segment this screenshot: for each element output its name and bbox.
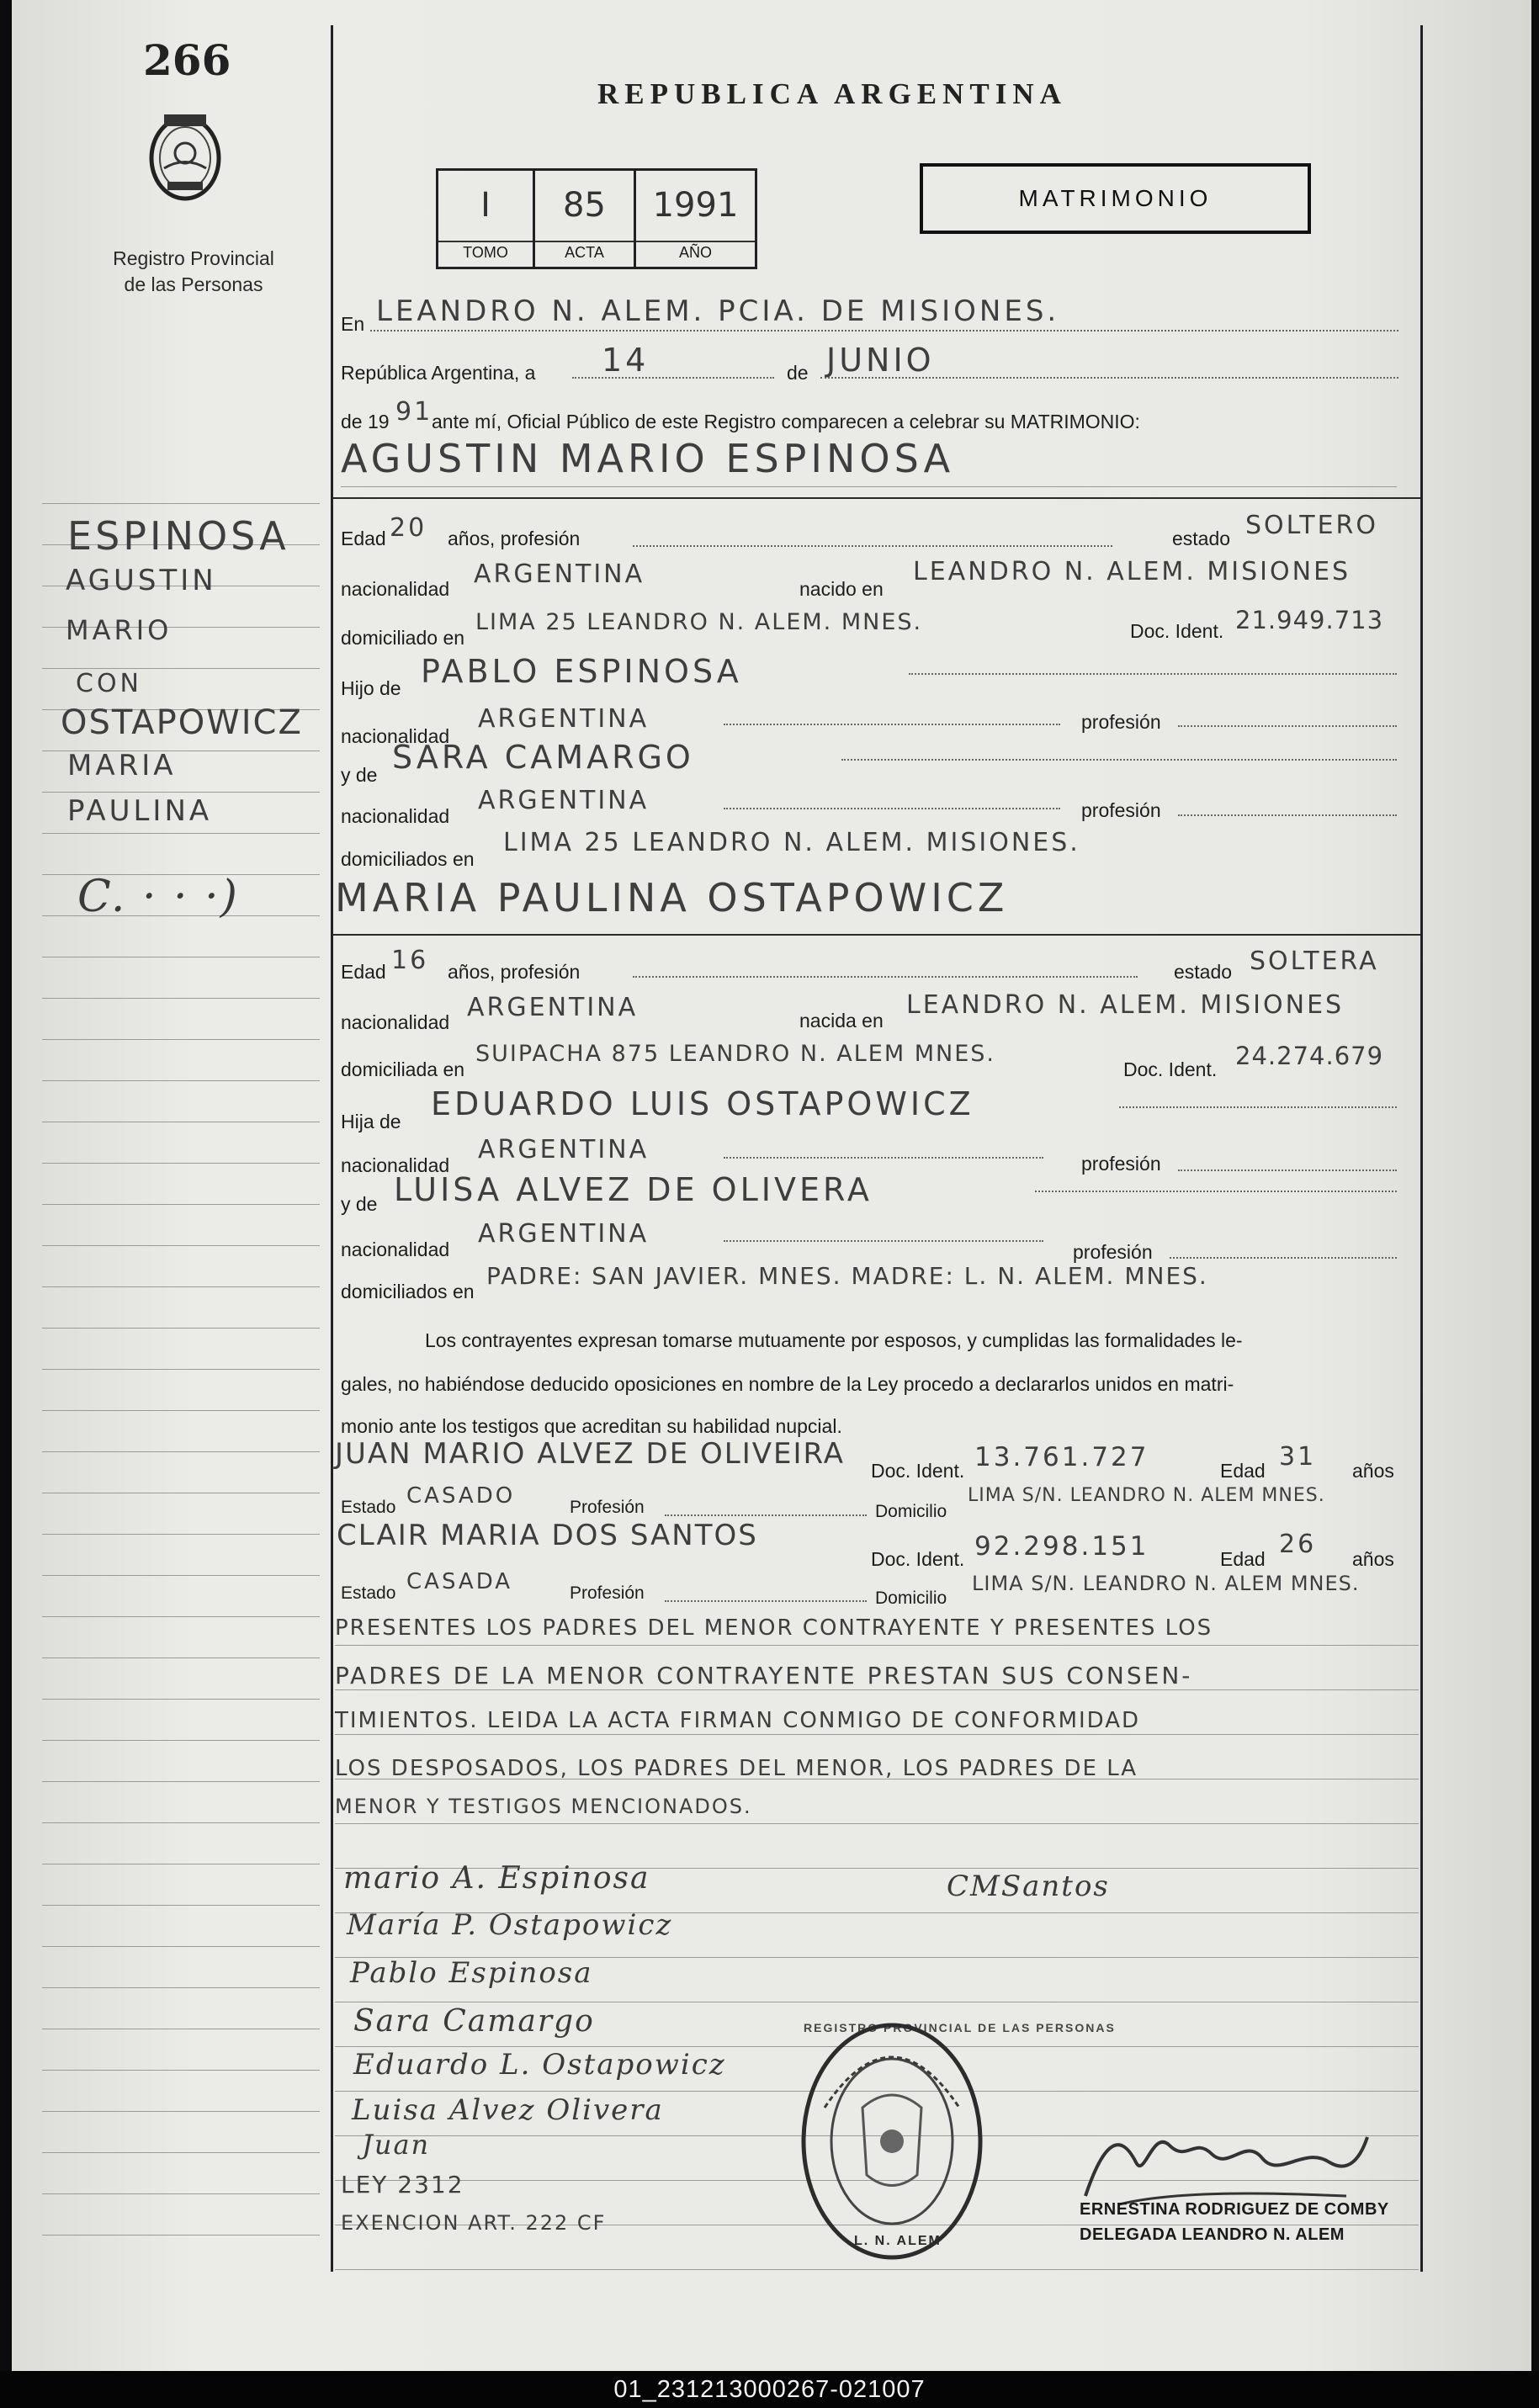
bride-madre: LUISA ALVEZ DE OLIVERA <box>394 1171 873 1208</box>
bride-nacida: LEANDRO N. ALEM. MISIONES <box>906 990 1345 1020</box>
witness1-domicilio: LIMA S/N. LEANDRO N. ALEM MNES. <box>968 1485 1325 1506</box>
groom-profesion-label2: profesión <box>1081 799 1161 821</box>
margin-ruled-line <box>42 1822 320 1823</box>
witness1-edad-label: Edad <box>1220 1460 1266 1482</box>
statement-line1: Los contrayentes expresan tomarse mutuamente por esposos, y cumplidas las formalidades le- <box>425 1329 1243 1351</box>
witness1-estado-label: Estado <box>341 1498 396 1517</box>
margin-ruled-line <box>42 1740 320 1741</box>
witness1-age: 31 <box>1279 1442 1317 1472</box>
margin-ruled-line <box>42 1987 320 1988</box>
statement-line2: gales, no habiéndose deducido oposiciones en nombre de la Ley procedo a declararlos unidos en matri- <box>341 1373 1234 1395</box>
note-line-2: PADRES DE LA MENOR CONTRAYENTE PRESTAN SUS CONSEN- <box>335 1662 1193 1689</box>
anio-label: AÑO <box>636 241 755 262</box>
bride-anos-profesion: años, profesión <box>448 961 581 983</box>
margin-ruled-line <box>42 2152 320 2153</box>
witness2-name: CLAIR MARIA DOS SANTOS <box>337 1519 758 1552</box>
signature-bride-mother: Luisa Alvez Olivera <box>352 2093 664 2127</box>
left-margin-line <box>331 25 333 2272</box>
registry-name <box>76 246 311 298</box>
registry-name-line2: de las Personas <box>124 273 263 295</box>
stamp-text: REGISTRO PROVINCIAL DE LAS PERSONAS <box>804 2021 1116 2034</box>
groom-madre-prof-line <box>1178 814 1397 816</box>
bride-madre-nac-line <box>724 1240 1043 1242</box>
groom-padre-nac-label: nacionalidad <box>341 725 450 747</box>
groom-padre-nac: ARGENTINA <box>478 704 650 734</box>
bride-madre-line <box>1035 1191 1397 1192</box>
official-title: DELEGADA LEANDRO N. ALEM <box>1080 2225 1345 2244</box>
groom-age: 20 <box>390 513 427 543</box>
bride-domicilio-label: domiciliada en <box>341 1058 465 1080</box>
groom-madre-label: y de <box>341 764 378 786</box>
groom-padre: PABLO ESPINOSA <box>421 653 742 690</box>
bride-doc: 24.274.679 <box>1235 1042 1384 1070</box>
groom-padre-prof-line <box>1178 725 1397 727</box>
tomo-cell <box>438 171 535 267</box>
day-value: 14 <box>602 342 650 379</box>
margin-ruled-line <box>42 1369 320 1370</box>
groom-profesion-line <box>633 545 1112 547</box>
bride-domicilio: SUIPACHA 875 LEANDRO N. ALEM MNES. <box>475 1041 995 1067</box>
bride-padre-nac-line <box>724 1157 1043 1159</box>
provincial-seal-icon <box>139 109 231 202</box>
signature-bride-father: Eduardo L. Ostapowicz <box>353 2048 726 2082</box>
groom-profesion-label: profesión <box>1081 711 1161 733</box>
bride-profesion-line <box>633 976 1138 978</box>
margin-ruled-line <box>42 1699 320 1700</box>
margin-ruled-line <box>42 1410 320 1411</box>
bride-padre-nac-label: nacionalidad <box>341 1154 450 1176</box>
signature-bride: María P. Ostapowicz <box>347 1908 673 1942</box>
groom-madre: SARA CAMARGO <box>392 739 694 776</box>
bride-padre-label: Hija de <box>341 1111 401 1132</box>
margin-ruled-line <box>42 792 320 793</box>
margin-ruled-line <box>42 1575 320 1576</box>
groom-edad-label: Edad <box>341 528 386 549</box>
witness2-estado-label: Estado <box>341 1583 396 1603</box>
republica-label: República Argentina, a <box>341 362 536 384</box>
acta-value: 85 <box>563 186 606 225</box>
margin-groom-name2: MARIO <box>66 614 172 646</box>
body-ruled-line <box>335 2269 1419 2270</box>
compare-text: ante mí, Oficial Público de este Registro comparecen a celebrar su MATRIMONIO: <box>432 411 1140 432</box>
witness1-doc-label: Doc. Ident. <box>871 1460 965 1482</box>
official-signature-icon <box>1069 2112 1372 2213</box>
acta-label: ACTA <box>535 241 634 262</box>
en-label: En <box>341 313 365 335</box>
month-underline <box>820 377 1398 379</box>
bride-profesion-label2: profesión <box>1073 1241 1153 1263</box>
record-type-box: MATRIMONIO <box>920 163 1311 234</box>
margin-flourish: C. · · ·) <box>77 872 239 922</box>
book-number: 266 <box>143 35 231 85</box>
place-underline <box>370 330 1398 331</box>
de19-label: de 19 <box>341 411 390 432</box>
groom-nacionalidad: ARGENTINA <box>474 560 645 589</box>
margin-con: CON <box>76 669 143 698</box>
footer-label: 01_231213000267-021007 <box>613 2376 926 2403</box>
witness2-estado: CASADA <box>406 1569 513 1594</box>
witness2-edad-label: Edad <box>1220 1548 1266 1570</box>
acta-cell <box>535 171 636 267</box>
margin-ruled-line <box>42 1245 320 1246</box>
body-ruled-line <box>335 1823 1419 1824</box>
groom-madre-line <box>841 759 1397 761</box>
witness1-doc: 13.761.727 <box>974 1442 1149 1472</box>
bride-edad-label: Edad <box>341 961 386 983</box>
bride-madre-label: y de <box>341 1193 378 1215</box>
bride-profesion-label: profesión <box>1081 1153 1161 1175</box>
witness2-domicilio: LIMA S/N. LEANDRO N. ALEM MNES. <box>972 1572 1360 1595</box>
witness2-doc: 92.298.151 <box>974 1531 1149 1562</box>
bride-madre-prof-line <box>1170 1257 1397 1259</box>
bride-full-name: MARIA PAULINA OSTAPOWICZ <box>335 875 1009 920</box>
witness1-domicilio-label: Domicilio <box>875 1502 947 1521</box>
groom-full-name: AGUSTIN MARIO ESPINOSA <box>341 436 955 481</box>
exencion-note: EXENCION ART. 222 CF <box>341 2211 607 2235</box>
groom-doc: 21.949.713 <box>1235 606 1384 634</box>
margin-ruled-line <box>42 1039 320 1040</box>
margin-groom-name1: AGUSTIN <box>66 564 217 597</box>
witness2-anos: años <box>1352 1548 1394 1570</box>
groom-nacido: LEANDRO N. ALEM. MISIONES <box>913 557 1351 586</box>
margin-ruled-line <box>42 998 320 999</box>
groom-padre-label: Hijo de <box>341 677 401 699</box>
witness2-age: 26 <box>1279 1530 1317 1559</box>
margin-ruled-line <box>42 1286 320 1287</box>
margin-ruled-line <box>42 833 320 834</box>
tomo-label: TOMO <box>438 241 533 262</box>
de-label: de <box>787 362 809 384</box>
anio-value: 1991 <box>652 186 739 225</box>
bride-nacionalidad-label: nacionalidad <box>341 1011 450 1033</box>
groom-nacido-label: nacido en <box>799 578 884 600</box>
day-underline <box>572 377 774 379</box>
statement-line3: monio ante los testigos que acreditan su habilidad nupcial. <box>341 1415 842 1437</box>
signature-groom-father: Pablo Espinosa <box>350 1956 593 1990</box>
ley-note: LEY 2312 <box>341 2171 464 2198</box>
bride-age: 16 <box>391 946 429 975</box>
bride-nacida-label: nacida en <box>799 1010 884 1032</box>
groom-padres-dom-label: domiciliados en <box>341 848 475 870</box>
margin-ruled-line <box>42 1080 320 1081</box>
signature-groom-mother: Sara Camargo <box>353 2004 595 2039</box>
margin-ruled-line <box>42 1616 320 1617</box>
body-ruled-line <box>335 1689 1419 1690</box>
margin-ruled-line <box>42 2111 320 2112</box>
tomo-acta-box <box>436 168 757 269</box>
bride-padre-line <box>1119 1106 1397 1108</box>
margin-groom-surname: ESPINOSA <box>67 513 289 559</box>
margin-bride-surname: OSTAPOWICZ <box>61 703 303 742</box>
body-ruled-line <box>335 1645 1419 1646</box>
note-line-3: TIMIENTOS. LEIDA LA ACTA FIRMAN CONMIGO DE CONFORMIDAD <box>335 1708 1141 1733</box>
witness1-profesion-line <box>665 1514 867 1516</box>
margin-ruled-line <box>42 1451 320 1452</box>
bride-nacionalidad: ARGENTINA <box>467 993 639 1022</box>
bride-estado-label: estado <box>1174 961 1233 983</box>
witness2-profesion-label: Profesión <box>570 1583 645 1603</box>
groom-estado-label: estado <box>1172 528 1231 549</box>
margin-ruled-line <box>42 1905 320 1906</box>
bride-padre-nac: ARGENTINA <box>478 1135 650 1164</box>
bride-madre-nac: ARGENTINA <box>478 1219 650 1249</box>
registry-name-line1: Registro Provincial <box>113 247 274 269</box>
margin-ruled-line <box>42 1657 320 1658</box>
margin-ruled-line <box>42 1781 320 1782</box>
anio-cell <box>636 171 755 267</box>
stamp-bottom-text: L. N. ALEM <box>854 2234 942 2248</box>
witness1-estado: CASADO <box>406 1483 516 1509</box>
groom-section-rule <box>332 497 1420 499</box>
margin-ruled-line <box>42 1946 320 1947</box>
registry-stamp-icon <box>791 2015 993 2267</box>
document-title: REPUBLICA ARGENTINA <box>597 77 1067 110</box>
note-line-1: PRESENTES LOS PADRES DEL MENOR CONTRAYENTE Y PRESENTES LOS <box>335 1615 1213 1641</box>
witness1-name: JUAN MARIO ALVEZ DE OLIVEIRA <box>335 1437 846 1471</box>
bride-estado: SOLTERA <box>1250 947 1379 976</box>
witness1-anos: años <box>1352 1460 1394 1482</box>
right-margin-line <box>1420 25 1423 2272</box>
bride-padre: EDUARDO LUIS OSTAPOWICZ <box>431 1085 974 1122</box>
margin-ruled-line <box>42 1163 320 1164</box>
bride-madre-nac-label: nacionalidad <box>341 1238 450 1260</box>
signature-witness2: CMSantos <box>947 1870 1110 1903</box>
groom-madre-nac-label: nacionalidad <box>341 805 450 827</box>
signature-witness1: Juan <box>362 2129 431 2161</box>
body-ruled-line <box>335 1734 1419 1735</box>
groom-estado: SOLTERO <box>1245 511 1378 540</box>
groom-anos-profesion: años, profesión <box>448 528 581 549</box>
signature-groom: mario A. Espinosa <box>343 1861 650 1896</box>
witness2-domicilio-label: Domicilio <box>875 1589 947 1608</box>
witness2-doc-label: Doc. Ident. <box>871 1548 965 1570</box>
margin-ruled-line <box>42 1534 320 1535</box>
note-line-4: LOS DESPOSADOS, LOS PADRES DEL MENOR, LOS PADRES DE LA <box>335 1756 1138 1781</box>
margin-ruled-line <box>42 2070 320 2071</box>
bride-padre-prof-line <box>1178 1170 1397 1171</box>
bride-padres-dom-label: domiciliados en <box>341 1281 475 1302</box>
margin-ruled-line <box>42 1204 320 1205</box>
groom-padre-line <box>909 673 1397 675</box>
margin-ruled-line <box>42 2193 320 2194</box>
bride-section-rule <box>332 934 1420 936</box>
place-value: LEANDRO N. ALEM. PCIA. DE MISIONES. <box>376 294 1060 328</box>
witness1-profesion-label: Profesión <box>570 1498 645 1517</box>
groom-domicilio-label: domiciliado en <box>341 627 465 649</box>
official-name: ERNESTINA RODRIGUEZ DE COMBY <box>1080 2200 1389 2219</box>
groom-name-line <box>341 486 1397 487</box>
tomo-value: I <box>480 186 491 225</box>
year-suffix: 91 <box>395 397 433 427</box>
groom-domicilio: LIMA 25 LEANDRO N. ALEM. MNES. <box>475 609 923 635</box>
month-value: JUNIO <box>826 342 935 379</box>
note-line-5: MENOR Y TESTIGOS MENCIONADOS. <box>335 1795 752 1818</box>
groom-madre-nac-line <box>724 808 1060 809</box>
margin-bride-name2: PAULINA <box>67 794 213 828</box>
bride-padres-dom: PADRE: SAN JAVIER. MNES. MADRE: L. N. ALEM. MNES. <box>486 1262 1208 1290</box>
bride-doc-label: Doc. Ident. <box>1123 1058 1218 1080</box>
margin-ruled-line <box>42 503 320 504</box>
witness2-profesion-line <box>665 1600 867 1602</box>
groom-padre-nac-line <box>724 724 1060 725</box>
margin-ruled-line <box>42 2235 320 2236</box>
groom-nacionalidad-label: nacionalidad <box>341 578 450 600</box>
groom-padres-dom: LIMA 25 LEANDRO N. ALEM. MISIONES. <box>503 828 1080 857</box>
margin-bride-name1: MARIA <box>67 749 177 782</box>
groom-madre-nac: ARGENTINA <box>478 786 650 815</box>
margin-ruled-line <box>42 1328 320 1329</box>
groom-doc-label: Doc. Ident. <box>1130 620 1224 642</box>
